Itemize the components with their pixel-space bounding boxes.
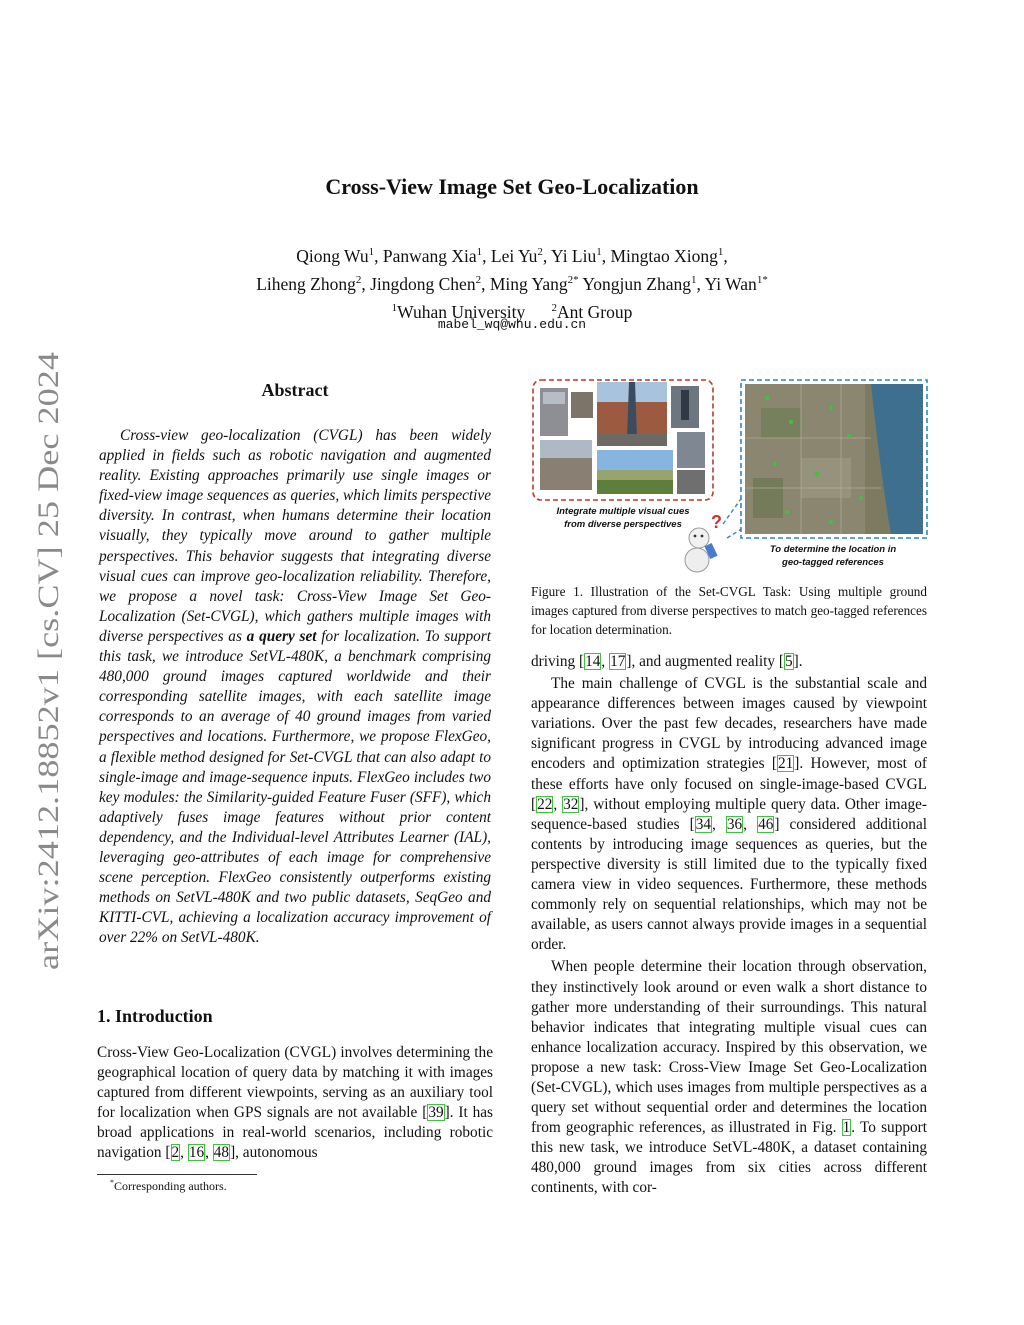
citation-link[interactable]: 34	[695, 815, 711, 833]
section-heading-introduction: 1. Introduction	[97, 1006, 213, 1026]
author: Lei Yu$^2$	[490, 245, 543, 266]
author-block	[0, 240, 1024, 323]
citation-link[interactable]: 17	[610, 653, 626, 670]
author: Jingdong Chen$^2$	[370, 273, 482, 294]
citation-link[interactable]: 5	[784, 653, 793, 670]
paragraph: driving [14, 17], and augmented reality [5].	[531, 653, 803, 670]
ground-photo	[677, 432, 705, 468]
author: Qiong Wu$^1$	[296, 245, 375, 266]
citation-link[interactable]: 32	[563, 795, 579, 813]
paragraph: The main challenge of CVGL is the substantial scale and appearance differences between images caused by viewpoint variations. Over the past few decades, researchers have made significant progress in CVGL by introducing advanced image encoders and optimization strategies [21]. However, most of these efforts have only focused on single-image-based CVGL [22, 32], without employing multiple query data. Other image-sequence-based studies [34, 36, 46] considered additional contents by introducing image sequences as queries, but the perspective diversity is still limited due to the typically fixed camera view in video sequences. Furthermore, these methods commonly rely on sequential relationships, which may not be available, as users cannot always provide images in a sequential order.	[531, 675, 927, 954]
affiliation-1: Wuhan University	[397, 301, 526, 322]
author: Liheng Zhong$^2$	[256, 273, 362, 294]
satellite-map	[745, 384, 923, 534]
person-icon	[685, 528, 718, 572]
figure-1-illustration	[531, 378, 929, 574]
author: Yongjun Zhang$^1$	[582, 273, 697, 294]
paragraph: When people determine their location through observation, they instinctively look around or even walk a short distance to gather more understanding of their surroundings. This natural behavior indicates that integrating multiple visual cues can enhance localization accuracy. Inspired by this observation, we propose a new task: Cross-View Image Set Geo-Localization (Set-CVGL), which uses images from multiple perspectives as a query set without sequential order and determines the location from geographic references, as illustrated in Fig. 1. To support this new task, we introduce SetVL-480K, a dataset containing 480,000 ground images from six cities across different continents, with cor-	[531, 958, 927, 1197]
affiliation-2: Ant Group	[557, 301, 633, 322]
footnote-rule	[97, 1174, 257, 1175]
citation-link[interactable]: 46	[758, 815, 774, 833]
arxiv-stamp-svg	[28, 350, 68, 970]
figure-label-left-1: Integrate multiple visual cues	[556, 506, 690, 517]
figure-reference-link[interactable]: 1	[842, 1119, 851, 1137]
figure-1-caption: Figure 1. Illustration of the Set-CVGL Task: Using multiple ground images captured from diverse perspectives to match geo-tagged references for location determination.	[531, 584, 927, 637]
citation-link[interactable]: 39	[428, 1104, 444, 1122]
affiliations: $^1$Wuhan University $^2$Ant Group	[391, 301, 633, 322]
author: Mingtao Xiong$^1$	[610, 245, 724, 266]
citation-link[interactable]: 14	[585, 653, 601, 670]
author: Yi Wan$^{1*}$	[704, 273, 768, 294]
intro-paragraph: Cross-View Geo-Localization (CVGL) involves determining the geographical location of query data by matching it with images captured from different viewpoints, serving as an auxiliary tool for localization when GPS signals are not available [39]. It has broad applications in real-world scenarios, including robotic navigation [2, 16, 48], autonomous	[97, 1044, 493, 1162]
citation-link[interactable]: 2	[171, 1144, 180, 1162]
citation-link[interactable]: 48	[213, 1144, 230, 1162]
arxiv-stamp	[28, 350, 68, 970]
ground-photo	[677, 470, 705, 494]
figure-label-right-2: geo-tagged references	[782, 557, 884, 568]
author: Yi Liu$^1$	[551, 245, 602, 266]
citation-link[interactable]: 22	[537, 795, 553, 813]
citation-link[interactable]: 21	[777, 755, 794, 773]
paper-title: Cross-View Image Set Geo-Localization	[325, 174, 699, 199]
author: Panwang Xia$^1$	[382, 245, 483, 266]
arxiv-id: arXiv:2412.18852v1 [cs.CV] 25 Dec 2024	[32, 458, 65, 970]
abstract-text: Cross-view geo-localization (CVGL) has been widely applied in fields such as robotic navigation and augmented reality. Existing approaches primarily use single images or fixed-view image sequences as queries, which limits perspective diversity. In contrast, when humans determine their location visually, they typically move around to gather multiple perspectives. This behavior suggests that integrating diverse visual cues can improve geo-localization reliability. Therefore, we propose a novel task: Cross-View Image Set Geo-Localization (Set-CVGL), which gathers multiple images with diverse perspectives as a query set for localization. To support this task, we introduce SetVL-480K, a benchmark comprising 480,000 ground images captured worldwide and their corresponding satellite images, with each satellite image corresponds to an average of 40 ground images from varied perspectives and locations. Furthermore, we propose FlexGeo, a flexible method designed for Set-CVGL that can also adapt to single-image and image-sequence inputs. FlexGeo includes two key modules: the Similarity-guided Feature Fuser (SFF), which adaptively fuses image features without prior content dependency, and the Individual-level Attributes Learner (IAL), leveraging geo-attributes of each image for comprehensive scene perception. FlexGeo consistently outperforms existing methods on SetVL-480K and two public datasets, SeqGeo and KITTI-CVL, achieving a localization accuracy improvement of over 22% on SetVL-480K.	[99, 427, 491, 947]
citation-link[interactable]: 36	[726, 815, 743, 833]
connector-line	[723, 496, 743, 524]
citation-link[interactable]: 16	[188, 1144, 205, 1162]
author-email[interactable]: mabel_wq@whu.edu.cn	[437, 317, 587, 332]
question-mark-icon: ?	[711, 512, 722, 532]
figure-1	[531, 378, 929, 574]
author-line-1: Qiong Wu$^1$, Panwang Xia$^1$, Lei Yu$^2$, Yi Liu$^1$, Mingtao Xiong$^1$,	[296, 245, 728, 266]
author: Ming Yang$^{2*}$	[489, 273, 579, 294]
figure-label-left-2: from diverse perspectives	[564, 519, 682, 530]
abstract-bold-phrase: a query set	[246, 627, 317, 645]
figure-label-right-1: To determine the location in	[769, 544, 897, 555]
footnote: *Corresponding authors.	[110, 1178, 227, 1193]
author-line-2: Liheng Zhong$^2$, Jingdong Chen$^2$, Ming Yang$^{2*}$ Yongjun Zhang$^1$, Yi Wan$^{1*}$	[256, 273, 768, 294]
right-column-text	[531, 652, 927, 1199]
abstract-heading: Abstract	[261, 380, 329, 400]
ground-photo	[571, 392, 593, 418]
